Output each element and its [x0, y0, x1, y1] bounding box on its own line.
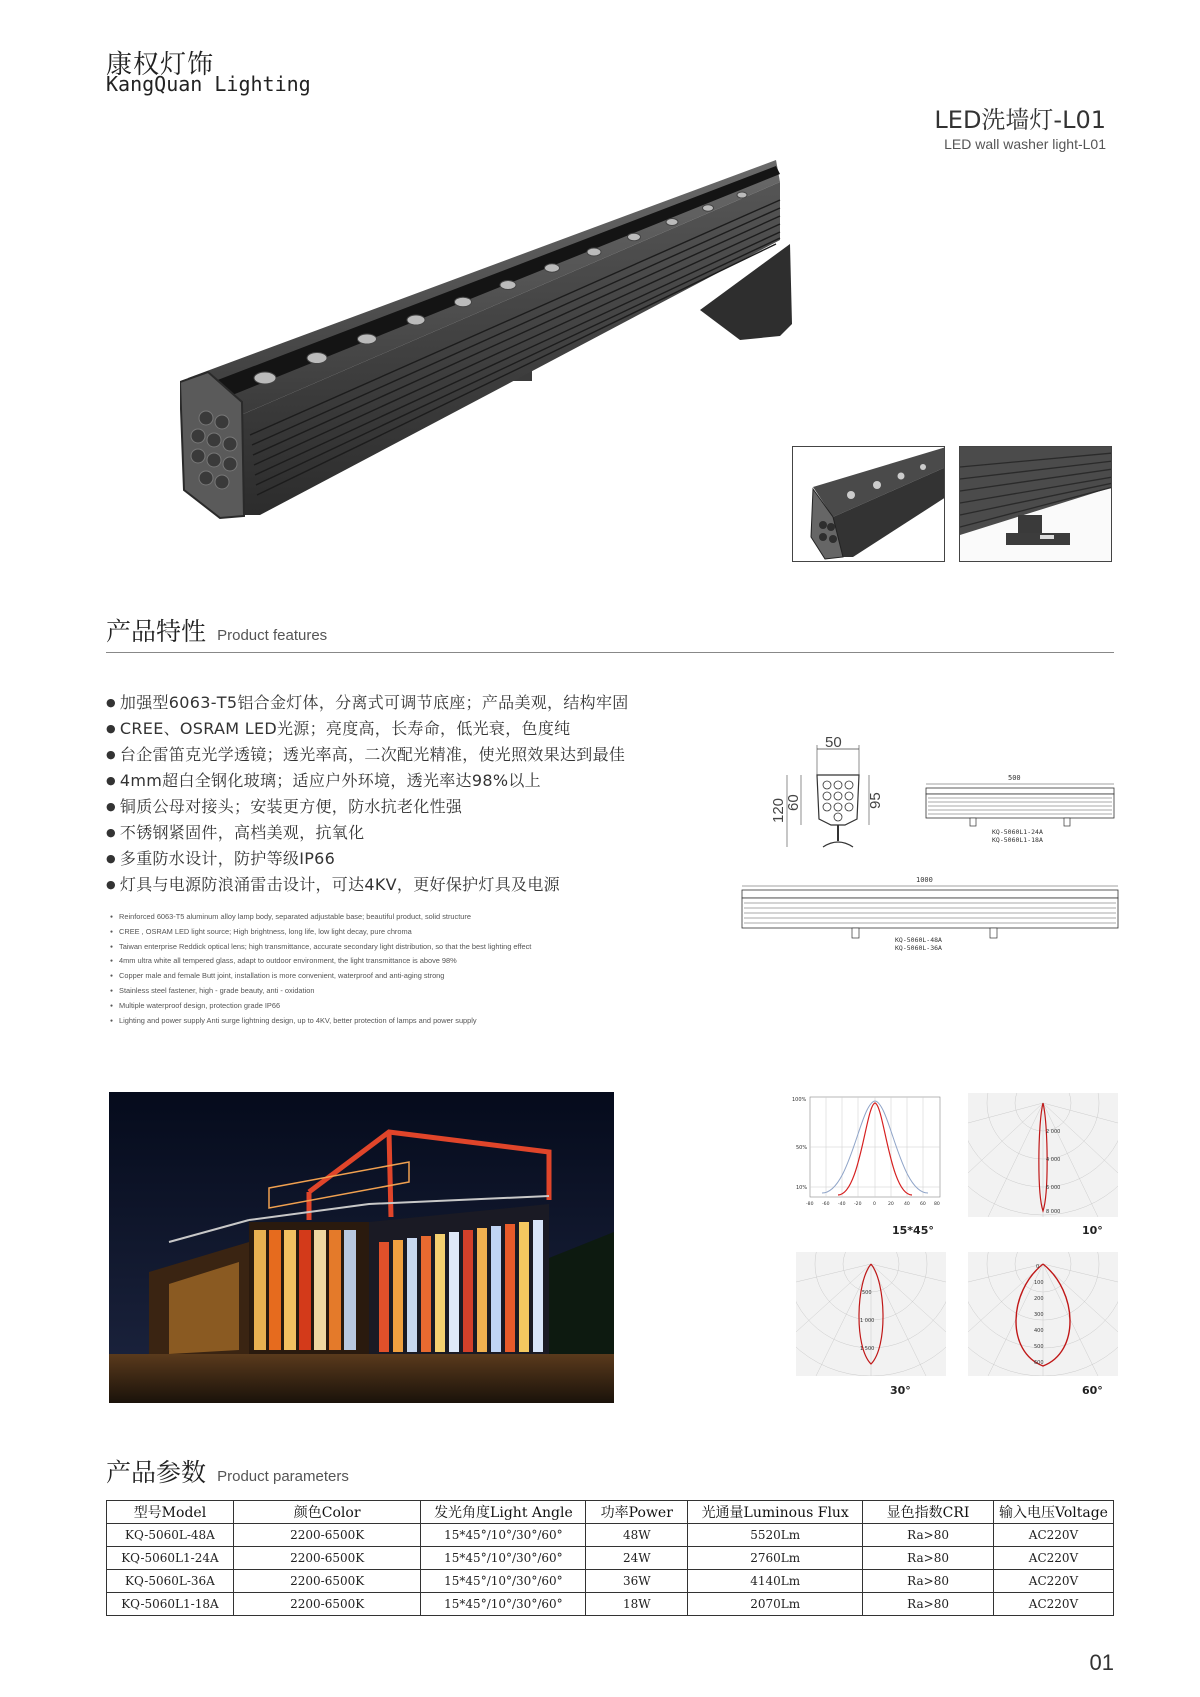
feature-item-en: ● CREE , OSRAM LED light source; High brightness, long life, low light decay, pure chroma — [110, 925, 531, 940]
cell-voltage: AC220V — [993, 1570, 1113, 1593]
cell-color: 2200-6500K — [233, 1570, 421, 1593]
radial-tick-label: 600 — [1034, 1360, 1044, 1366]
column-header-voltage: 输入电压Voltage — [993, 1501, 1113, 1524]
feature-item-cn: ● 4mm超白全钢化玻璃；适应户外环境，透光率达98%以上 — [106, 768, 629, 794]
long-fixture-dimension-drawing — [740, 872, 1120, 972]
cell-model: KQ-5060L-48A — [107, 1524, 234, 1547]
page-number: 01 — [1089, 1650, 1114, 1675]
cell-voltage: AC220V — [993, 1547, 1113, 1570]
table-row — [107, 1570, 1114, 1593]
cell-luminous-flux: 2760Lm — [688, 1547, 863, 1570]
feature-item-cn: ● CREE、OSRAM LED光源；亮度高，长寿命，低光衰，色度纯 — [106, 716, 629, 742]
light-curve-15x45 — [792, 1093, 942, 1217]
radial-tick-label: 8 000 — [1046, 1209, 1061, 1215]
cell-luminous-flux: 5520Lm — [688, 1524, 863, 1547]
params-title-en: Product parameters — [217, 1468, 349, 1485]
profile-body-height-label: 60 — [785, 794, 802, 811]
cell-model: KQ-5060L1-24A — [107, 1547, 234, 1570]
y-tick-label: 10% — [796, 1185, 808, 1191]
feature-item-cn: ● 台企雷笛克光学透镜；透光率高，二次配光精准，使光照效果达到最佳 — [106, 742, 629, 768]
cell-color: 2200-6500K — [233, 1524, 421, 1547]
cell-power: 48W — [586, 1524, 688, 1547]
column-header-model: 型号Model — [107, 1501, 234, 1524]
application-building-photo — [109, 1092, 614, 1403]
radial-tick-label: 1 500 — [860, 1346, 875, 1352]
cell-cri: Ra>80 — [863, 1570, 994, 1593]
cell-color: 2200-6500K — [233, 1593, 421, 1616]
short-model-label: KQ-5060L1-24A — [992, 828, 1043, 836]
radial-tick-label: 100 — [1034, 1280, 1044, 1286]
x-tick-label: -40 — [838, 1202, 846, 1207]
cell-power: 36W — [586, 1570, 688, 1593]
params-table — [106, 1500, 1114, 1616]
feature-item-cn: ● 铜质公母对接头；安装更方便，防水抗老化性强 — [106, 794, 629, 820]
cell-cri: Ra>80 — [863, 1593, 994, 1616]
x-tick-label: -80 — [806, 1202, 814, 1207]
brand-name-cn: 康权灯饰 — [106, 50, 215, 80]
x-tick-label: 20 — [888, 1202, 894, 1207]
params-section-heading — [106, 1453, 1114, 1493]
column-header-light-angle: 发光角度Light Angle — [421, 1501, 586, 1524]
feature-item-en: ● Multiple waterproof design, protection grade IP66 — [110, 999, 531, 1014]
feature-item-cn: ● 灯具与电源防浪涌雷击设计，可达4KV，更好保护灯具及电源 — [106, 872, 629, 898]
product-title: LED洗墙灯-L01 — [934, 106, 1106, 134]
x-tick-label: 0 — [873, 1202, 876, 1207]
short-length-label: 500 — [1008, 774, 1021, 782]
cell-light-angle: 15*45°/10°/30°/60° — [421, 1593, 586, 1616]
cell-power: 18W — [586, 1593, 688, 1616]
short-model-label: KQ-5060L1-18A — [992, 836, 1043, 844]
features-title-cn: 产品特性 — [106, 617, 207, 646]
table-row — [107, 1593, 1114, 1616]
radial-tick-label: 500 — [862, 1290, 872, 1296]
brand-name-en: KangQuan Lighting — [106, 72, 311, 96]
radial-tick-label: 500 — [1034, 1344, 1044, 1350]
cell-color: 2200-6500K — [233, 1547, 421, 1570]
x-tick-label: -20 — [854, 1202, 862, 1207]
curve-caption-30deg: 30° — [890, 1384, 911, 1397]
column-header-cri: 显色指数CRI — [863, 1501, 994, 1524]
radial-tick-label: 0 — [1036, 1264, 1040, 1270]
long-length-label: 1000 — [916, 876, 933, 884]
table-header-row — [107, 1501, 1114, 1524]
x-tick-label: 40 — [904, 1202, 910, 1207]
feature-item-en: ● Taiwan enterprise Reddick optical lens; high transmittance, accurate secondary light distribution, so that the best lighting effect — [110, 940, 531, 955]
features-title-en: Product features — [217, 627, 328, 644]
radial-tick-label: 4 000 — [1046, 1157, 1061, 1163]
feature-item-en: ● Reinforced 6063-T5 aluminum alloy lamp body, separated adjustable base; beautiful product, solid structure — [110, 910, 531, 925]
profile-dimension-drawing — [765, 735, 905, 860]
profile-side-height-label: 95 — [867, 792, 884, 809]
cell-power: 24W — [586, 1547, 688, 1570]
params-title-cn: 产品参数 — [106, 1458, 207, 1487]
detail-photo-end-cap — [792, 446, 945, 562]
radial-tick-label: 1 000 — [860, 1318, 875, 1324]
feature-item-en: ● Lighting and power supply Anti surge lightning design, up to 4KV, better protection of lamps and power supply — [110, 1014, 531, 1029]
radial-tick-label: 400 — [1034, 1328, 1044, 1334]
feature-item-cn: ● 加强型6063-T5铝合金灯体，分离式可调节底座；产品美观，结构牢固 — [106, 690, 629, 716]
cell-light-angle: 15*45°/10°/30°/60° — [421, 1524, 586, 1547]
radial-tick-label: 2 000 — [1046, 1129, 1061, 1135]
cell-luminous-flux: 2070Lm — [688, 1593, 863, 1616]
detail-photo-bracket — [959, 446, 1112, 562]
x-tick-label: 60 — [920, 1202, 926, 1207]
cell-model: KQ-5060L1-18A — [107, 1593, 234, 1616]
feature-item-en: ● Copper male and female Butt joint, installation is more convenient, waterproof and anti-aging strong — [110, 969, 531, 984]
product-subtitle: LED wall washer light-L01 — [944, 136, 1106, 152]
features-list-cn — [106, 690, 629, 898]
features-list-en — [110, 910, 531, 1028]
cell-cri: Ra>80 — [863, 1547, 994, 1570]
profile-width-label: 50 — [825, 735, 842, 751]
short-fixture-dimension-drawing — [924, 770, 1116, 860]
feature-item-en: ● 4mm ultra white all tempered glass, adapt to outdoor environment, the light transmittance is above 98% — [110, 954, 531, 969]
column-header-power: 功率Power — [586, 1501, 688, 1524]
x-tick-label: -60 — [822, 1202, 830, 1207]
cell-luminous-flux: 4140Lm — [688, 1570, 863, 1593]
curve-caption-10deg: 10° — [1082, 1224, 1103, 1237]
product-hero-image — [180, 160, 860, 560]
cell-light-angle: 15*45°/10°/30°/60° — [421, 1547, 586, 1570]
cell-cri: Ra>80 — [863, 1524, 994, 1547]
long-model-label: KQ-5060L-48A — [895, 936, 942, 944]
light-curve-60deg — [968, 1252, 1118, 1376]
feature-item-cn: ● 多重防水设计，防护等级IP66 — [106, 846, 629, 872]
y-tick-label: 50% — [796, 1145, 808, 1151]
features-section-heading — [106, 612, 1114, 653]
y-tick-label: 100% — [792, 1097, 807, 1103]
feature-item-en: ● Stainless steel fastener, high - grade beauty, anti - oxidation — [110, 984, 531, 999]
light-curve-10deg — [968, 1093, 1118, 1217]
radial-tick-label: 6 000 — [1046, 1185, 1061, 1191]
profile-total-height-label: 120 — [770, 797, 787, 823]
table-row — [107, 1547, 1114, 1570]
cell-voltage: AC220V — [993, 1524, 1113, 1547]
feature-item-cn: ● 不锈钢紧固件，高档美观，抗氧化 — [106, 820, 629, 846]
cell-model: KQ-5060L-36A — [107, 1570, 234, 1593]
curve-caption-60deg: 60° — [1082, 1384, 1103, 1397]
column-header-luminous-flux: 光通量Luminous Flux — [688, 1501, 863, 1524]
cell-light-angle: 15*45°/10°/30°/60° — [421, 1570, 586, 1593]
x-tick-label: 80 — [934, 1202, 940, 1207]
light-curve-30deg — [796, 1252, 946, 1376]
radial-tick-label: 300 — [1034, 1312, 1044, 1318]
curve-caption-15x45: 15*45° — [892, 1224, 934, 1237]
table-row — [107, 1524, 1114, 1547]
long-model-label: KQ-5060L-36A — [895, 944, 942, 952]
column-header-color: 颜色Color — [233, 1501, 421, 1524]
cell-voltage: AC220V — [993, 1593, 1113, 1616]
radial-tick-label: 200 — [1034, 1296, 1044, 1302]
